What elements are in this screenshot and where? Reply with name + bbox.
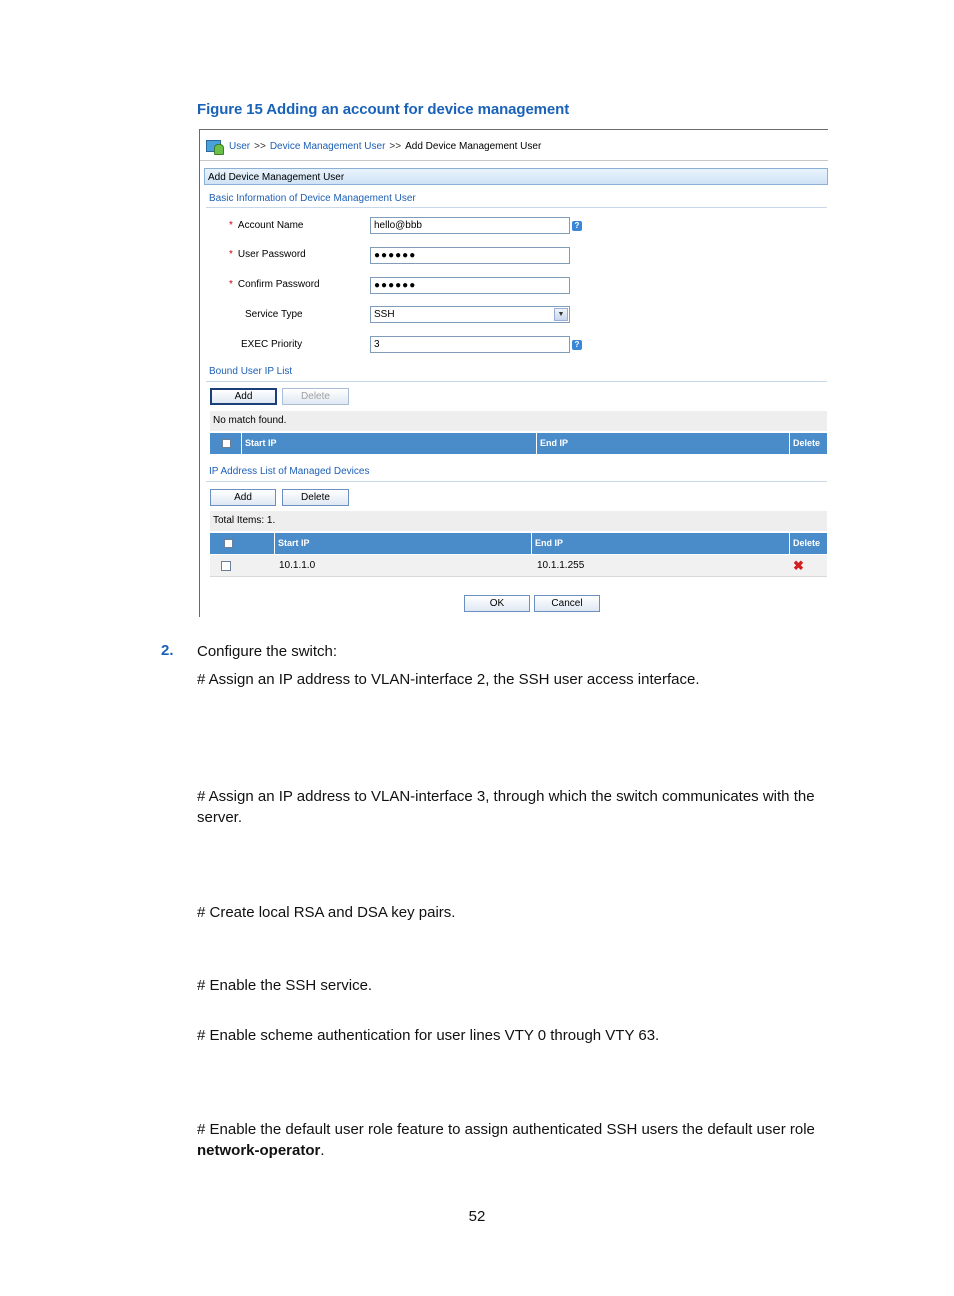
exec-priority-label: EXEC Priority [241,339,303,350]
required-mark: * [229,249,233,260]
managed-status-bar: Total Items: 1. [210,511,827,531]
service-type-label: Service Type [245,309,303,320]
row-checkbox-cell [221,555,231,576]
breadcrumb [206,138,541,154]
service-type-select[interactable] [370,306,570,323]
bound-status-bar: No match found. [210,411,827,431]
help-icon[interactable]: ? [572,221,582,231]
figure-caption: Figure 15 Adding an account for device management [197,101,570,118]
column-delete: Delete [789,433,827,454]
user-password-input[interactable]: ●●●●●● [370,247,570,264]
screenshot-left-border [199,129,200,617]
select-all-cell [210,533,274,554]
breadcrumb-device-management-user-link[interactable]: Device Management User [269,140,386,152]
paragraph: # Enable scheme authentication for user lines VTY 0 through VTY 63. [197,1027,660,1044]
column-start-ip: Start IP [274,533,531,554]
basic-info-section-title: Basic Information of Device Management User [209,193,416,204]
column-end-ip: End IP [531,533,789,554]
breadcrumb-separator: >> [389,140,402,152]
breadcrumb-user-link[interactable]: User [229,140,251,152]
cancel-button[interactable]: Cancel [534,595,600,612]
select-all-checkbox[interactable] [224,539,233,548]
role-name: network-operator [197,1142,321,1159]
screenshot-top-border [199,129,828,130]
user-password-label: * User Password [229,249,306,260]
confirm-password-label: * Confirm Password [229,279,320,290]
row-start-ip: 10.1.1.0 [279,560,316,571]
help-icon[interactable]: ? [572,340,582,350]
bound-table-header [210,433,827,454]
paragraph: # Enable the default user role feature to assign authenticated SSH users the default user role network-operator. [197,1121,815,1159]
paragraph: # Assign an IP address to VLAN-interface 2, the SSH user access interface. [197,671,700,688]
required-mark: * [229,220,233,231]
service-type-value: SSH [374,309,395,320]
paragraph: # Enable the SSH service. [197,977,373,994]
managed-delete-button[interactable]: Delete [282,489,349,506]
account-name-label: * Account Name [229,220,304,231]
section-divider [206,207,827,208]
select-all-checkbox[interactable] [222,439,231,448]
required-mark: * [229,279,233,290]
breadcrumb-divider [200,160,828,161]
managed-devices-section-title: IP Address List of Managed Devices [209,466,370,477]
column-delete: Delete [789,533,827,554]
row-end-ip: 10.1.1.255 [537,560,585,571]
page-number: 52 [468,1208,486,1225]
breadcrumb-separator: >> [254,140,266,152]
breadcrumb-current: Add Device Management User [405,140,542,152]
account-name-input[interactable]: hello@bbb [370,217,570,234]
panel-title: Add Device Management User [204,168,828,185]
bound-delete-button[interactable]: Delete [282,388,349,405]
managed-table-header [210,533,827,554]
row-checkbox[interactable] [221,561,231,571]
section-divider [206,481,827,482]
step-title: Configure the switch: [197,643,338,660]
bound-add-button[interactable]: Add [210,388,277,405]
column-end-ip: End IP [536,433,789,454]
step-number: 2. [161,642,174,659]
user-management-icon [206,138,223,154]
chevron-down-icon[interactable]: ▼ [554,308,568,321]
paragraph: # Assign an IP address to VLAN-interface 3, through which the switch communicates with the server. [197,788,815,826]
section-divider [206,381,827,382]
delete-icon[interactable]: ✖ [793,558,804,573]
exec-priority-input[interactable]: 3 [370,336,570,353]
paragraph: # Create local RSA and DSA key pairs. [197,904,456,921]
select-all-cell [210,433,241,454]
ok-button[interactable]: OK [464,595,530,612]
column-start-ip: Start IP [241,433,536,454]
table-row [210,555,827,577]
confirm-password-input[interactable]: ●●●●●● [370,277,570,294]
managed-add-button[interactable]: Add [210,489,276,506]
bound-ip-section-title: Bound User IP List [209,366,293,377]
